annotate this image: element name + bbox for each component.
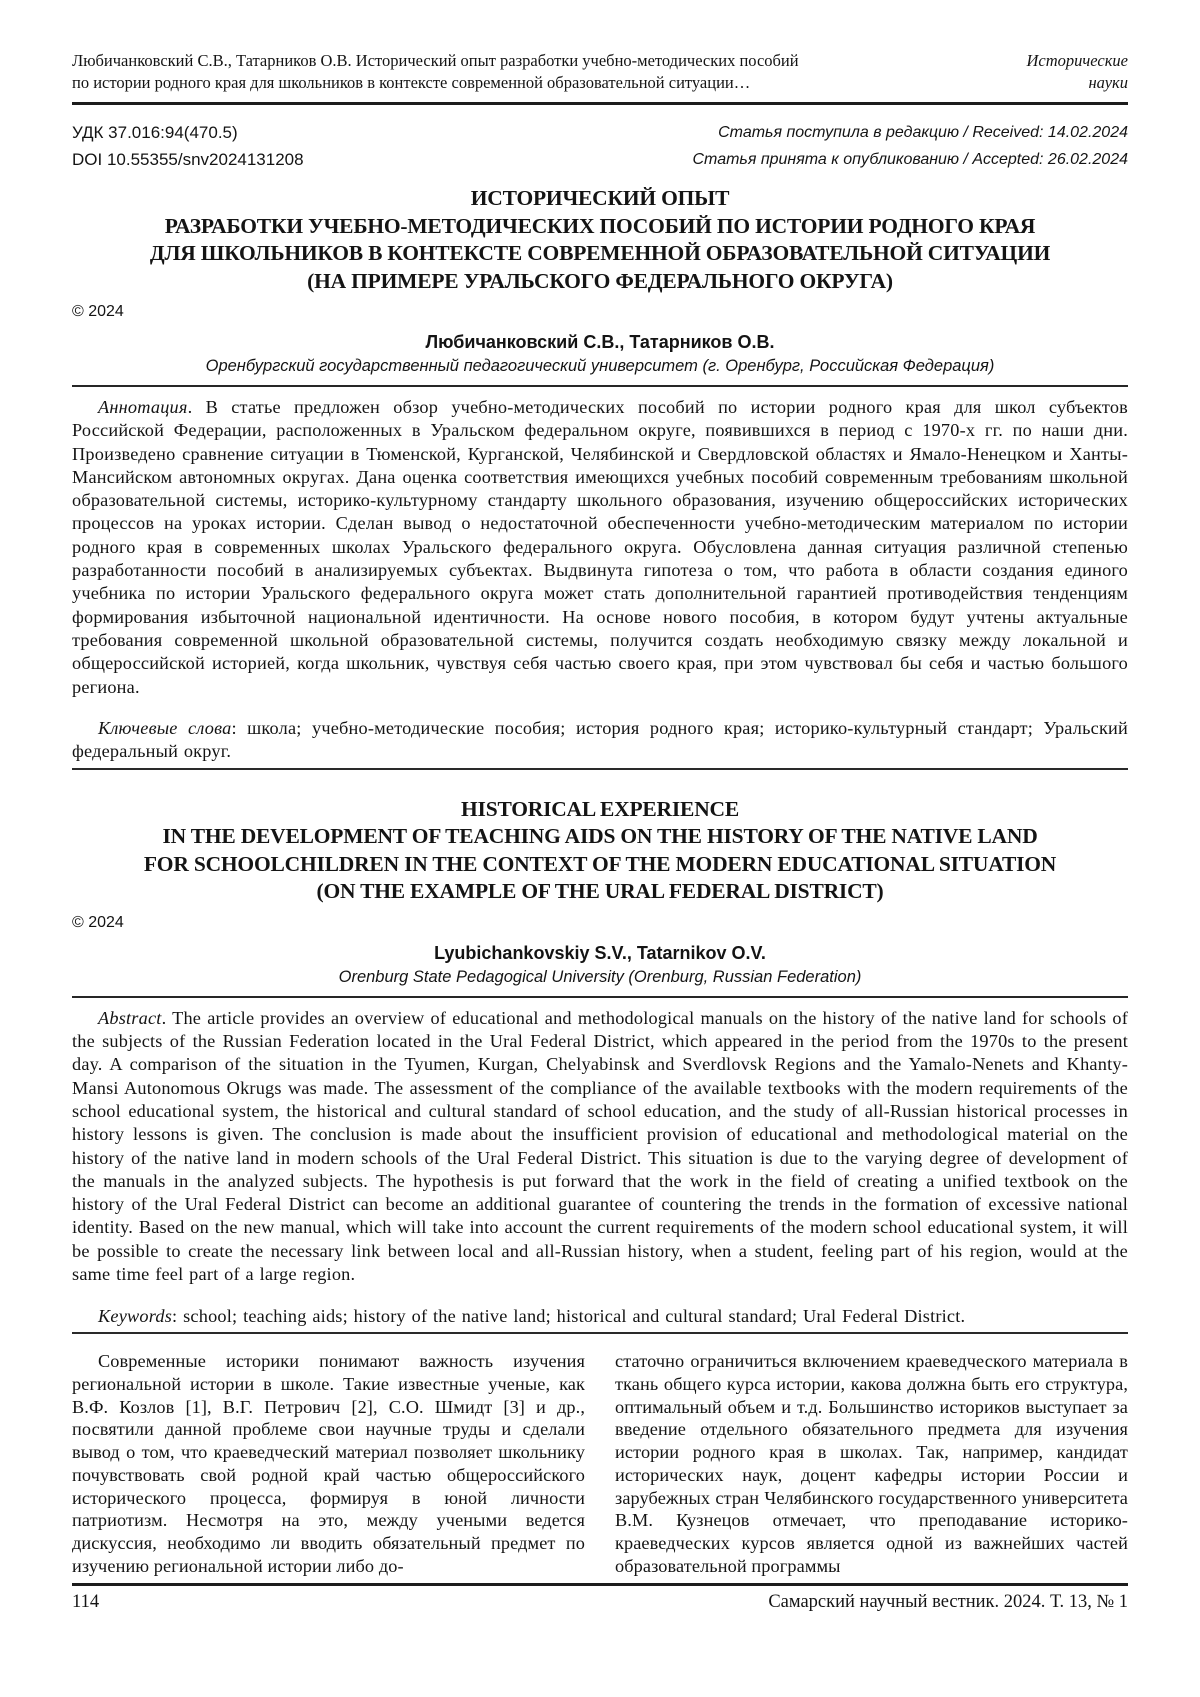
body-column-left — [72, 1350, 585, 1578]
running-head-line1: Любичанковский С.В., Татарников О.В. Исторический опыт разработки учебно-методических пособий — [72, 51, 799, 70]
keywords-ru-label: Ключевые слова — [98, 718, 232, 739]
article-title-en — [72, 796, 1128, 906]
keywords-ru — [72, 717, 1128, 764]
article-title-ru — [72, 185, 1128, 295]
abstract-ru-text: . В статье предложен обзор учебно-методических пособий по истории родного края для школ субъектов Российской Федерации, расположенных в Уральском федеральном округе, появившихся в период с 1970-х гг. по наши дни. Произведено сравнение ситуации в Тюменской, Курганской, Челябинской и Свердловской областях и Ямало-Ненецком и Ханты-Мансийском автономных округах. Дана оценка соответствия имеющихся учебных пособий современным требованиям школьной образовательной системы, историко-культурному стандарту школьного образования, изучению общероссийских исторических процессов на уроках истории. Сделан вывод о недостаточной обеспеченности учебно-методическим материалом по истории родного края в современных школах Уральского федерального округа. Обусловлена данная ситуация различной степенью разработанности пособий в анализируемых субъектах. Выдвинута гипотеза о том, что работа в области создания единого учебника по истории Уральского федерального округа может стать дополнительной гарантией противодействия тенденциям формирования избыточной национальной идентичности. На основе нового пособия, в котором будут учтены актуальные требования современной школьной образовательной системы, получится создать необходимую связку между локальной и общероссийской историей, когда школьник, чувствуя себя частью своего края, при этом чувствовал бы себя и частью большого региона. — [72, 397, 1128, 697]
article-title-ru-line4: (НА ПРИМЕРЕ УРАЛЬСКОГО ФЕДЕРАЛЬНОГО ОКРУГА) — [307, 268, 893, 293]
running-head — [72, 50, 1128, 105]
divider-below-keywords-en — [72, 1332, 1128, 1334]
authors-en: Lyubichankovskiy S.V., Tatarnikov O.V. — [434, 942, 766, 963]
body-right-paragraph: статочно ограничиться включением краеведческого материала в ткань общего курса истории, какова должна быть его структура, оптимальный объем и т.д. Большинство историков выступает за введение отдельного обязательного предмета для изучения истории родного края в школах. Так, например, кандидат исторических наук, доцент кафедры истории России и зарубежных стран Челябинского государственного университета В.М. Кузнецов отмечает, что преподавание историко-краеведческих курсов является одной из важнейших частей образовательной программы — [615, 1350, 1128, 1577]
running-head-title — [72, 50, 799, 94]
keywords-en-text: : school; teaching aids; history of the native land; historical and cultural standard; Ural Federal District. — [172, 1305, 966, 1326]
copyright-ru: © 2024 — [72, 303, 124, 320]
abstract-ru — [72, 396, 1128, 699]
abstract-en-label: Abstract — [98, 1007, 162, 1028]
article-title-en-line2: IN THE DEVELOPMENT OF TEACHING AIDS ON THE HISTORY OF THE NATIVE LAND — [162, 824, 1038, 849]
body-left-paragraph: Современные историки понимают важность изучения региональной истории в школе. Такие известные ученые, как В.Ф. Козлов [1], В.Г. Петрович [2], С.О. Шмидт [3] и др., посвятили данной проблеме свои научные труды и сделали вывод о том, что краеведческий материал позволяет школьнику почувствовать свой родной край частью общероссийского исторического процесса, формируя в юной личности патриотизм. Несмотря на это, между учеными ведется дискуссия, необходимо ли вводить обязательный предмет по изучению региональной истории либо до- — [72, 1350, 585, 1577]
running-head-line2: по истории родного края для школьников в контексте современной образовательной ситуации… — [72, 73, 751, 92]
divider-below-keywords-ru — [72, 768, 1128, 770]
copyright-en: © 2024 — [72, 913, 124, 931]
running-head-section — [1027, 50, 1129, 94]
keywords-en-label: Keywords — [98, 1305, 173, 1326]
article-title-ru-line3: ДЛЯ ШКОЛЬНИКОВ В КОНТЕКСТЕ СОВРЕМЕННОЙ ОБРАЗОВАТЕЛЬНОЙ СИТУАЦИИ — [149, 241, 1051, 265]
accepted-date: Статья принята к опубликованию / Accepted: 26.02.2024 — [692, 151, 1128, 168]
article-title-ru-line2: РАЗРАБОТКИ УЧЕБНО-МЕТОДИЧЕСКИХ ПОСОБИЙ ПО ИСТОРИИ РОДНОГО КРАЯ — [164, 213, 1036, 238]
section-name-line1: Исторические — [1026, 51, 1128, 70]
keywords-en — [72, 1305, 1128, 1328]
page-number: 114 — [72, 1591, 100, 1612]
article-identifiers — [72, 119, 304, 173]
body-column-right — [615, 1350, 1128, 1578]
article-title-en-line4: (ON THE EXAMPLE OF THE URAL FEDERAL DISTRICT) — [316, 879, 884, 904]
affiliation-en: Orenburg State Pedagogical University (Orenburg, Russian Federation) — [338, 967, 862, 986]
divider-above-abstract-ru — [72, 385, 1128, 387]
doi-code: DOI 10.55355/snv2024131208 — [72, 150, 304, 169]
abstract-ru-label: Аннотация — [98, 397, 188, 417]
received-date: Статья поступила в редакцию / Received: 14.02.2024 — [718, 124, 1128, 141]
article-title-ru-line1: ИСТОРИЧЕСКИЙ ОПЫТ — [470, 186, 730, 210]
journal-citation: Самарский научный вестник. 2024. Т. 13, № 1 — [768, 1591, 1128, 1612]
article-dates — [692, 119, 1128, 173]
keywords-ru-text: : школа; учебно-методические пособия; история родного края; историко-культурный стандарт; Уральский федеральный округ. — [72, 718, 1128, 762]
abstract-en-text: . The article provides an overview of educational and methodological manuals on the history of the native land for schools of the subjects of the Russian Federation located in the Ural Federal District, which appeared in the period from the 1970s to the present day. A comparison of the situation in the Tyumen, Kurgan, Chelyabinsk and Sverdlovsk Regions and the Yamalo-Nenets and Khanty-Mansi Autonomous Okrugs was made. The assessment of the compliance of the available textbooks with the modern requirements of the school educational system, the historical and cultural standard of school education, and the study of all-Russian historical processes in history lessons is given. The conclusion is made about the insufficient provision of educational and methodological material on the history of the native land in modern schools of the Ural Federal District. This situation is due to the varying degree of development of the manuals in the analyzed subjects. The hypothesis is put forward that the work in the field of creating a unified textbook on the history of the Ural Federal District can become an additional guarantee of countering the trends in the formation of excessive national identity. Based on the new manual, which will take into account the current requirements of the modern school educational system, it will be possible to create the necessary link between local and all-Russian history, when a student, feeling part of his region, would at the same time feel part of a large region. — [72, 1007, 1128, 1285]
affiliation-ru: Оренбургский государственный педагогический университет (г. Оренбург, Российская Федерация) — [205, 357, 995, 375]
article-title-en-line1: HISTORICAL EXPERIENCE — [461, 796, 739, 821]
body-columns — [72, 1350, 1128, 1578]
authors-ru: Любичанковский С.В., Татарников О.В. — [425, 332, 775, 352]
article-title-en-line3: FOR SCHOOLCHILDREN IN THE CONTEXT OF THE MODERN EDUCATIONAL SITUATION — [143, 851, 1057, 876]
udc-code: УДК 37.016:94(470.5) — [72, 123, 238, 142]
divider-above-abstract-en — [72, 996, 1128, 998]
page-footer — [72, 1583, 1128, 1614]
section-name-line2: науки — [1088, 73, 1128, 92]
article-meta — [72, 119, 1128, 173]
abstract-en — [72, 1007, 1128, 1287]
